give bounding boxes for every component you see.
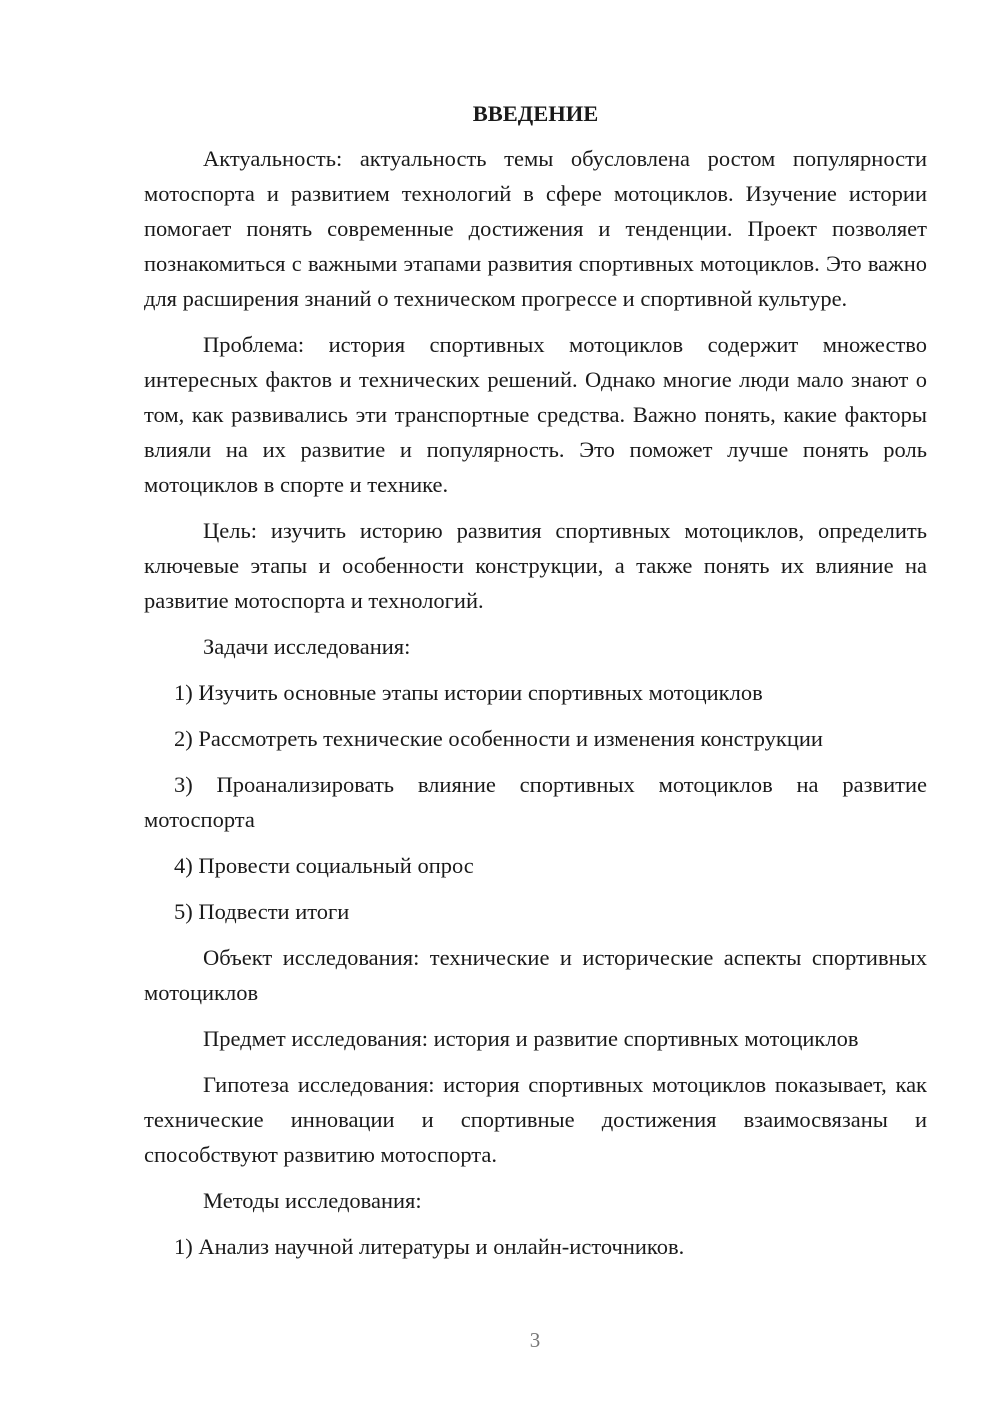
methods-heading: Методы исследования: (203, 1188, 422, 1213)
page-content (144, 96, 927, 1275)
paragraph-problem: Проблема: история спортивных мотоциклов содержит множество интересных фактов и технических решений. Однако многие люди мало знают о том, как развивались эти транспортные средства. Важно понять, какие факторы влияли на их развитие и популярность. Это поможет лучше понять роль мотоциклов в спорте и технике. (144, 332, 927, 497)
task-item: 5) Подвести итоги (174, 899, 350, 924)
paragraph-hypothesis: Гипотеза исследования: история спортивных мотоциклов показывает, как технические инновации и спортивные достижения взаимосвязаны и способствуют развитию мотоспорта. (144, 1072, 927, 1167)
task-item: 4) Провести социальный опрос (174, 853, 474, 878)
method-item: 1) Анализ научной литературы и онлайн-источников. (174, 1234, 685, 1259)
task-item: 1) Изучить основные этапы истории спортивных мотоциклов (174, 680, 763, 705)
task-item: 2) Рассмотреть технические особенности и изменения конструкции (174, 726, 823, 751)
page-number: 3 (529, 1328, 541, 1352)
tasks-heading: Задачи исследования: (203, 634, 411, 659)
page-title: ВВЕДЕНИЕ (472, 101, 599, 126)
paragraph-subject: Предмет исследования: история и развитие спортивных мотоциклов (203, 1026, 859, 1051)
paragraph-object: Объект исследования: технические и исторические аспекты спортивных мотоциклов (144, 945, 927, 1005)
paragraph-goal: Цель: изучить историю развития спортивных мотоциклов, определить ключевые этапы и особенности конструкции, а также понять их влияние на развитие мотоспорта и технологий. (144, 518, 927, 613)
task-item: 3) Проанализировать влияние спортивных мотоциклов на развитие мотоспорта (144, 772, 927, 832)
paragraph-relevance: Актуальность: актуальность темы обусловлена ростом популярности мотоспорта и развитием технологий в сфере мотоциклов. Изучение истории помогает понять современные достижения и тенденции. Проект позволяет познакомиться с важными этапами развития спортивных мотоциклов. Это важно для расширения знаний о техническом прогрессе и спортивной культуре. (144, 146, 927, 311)
